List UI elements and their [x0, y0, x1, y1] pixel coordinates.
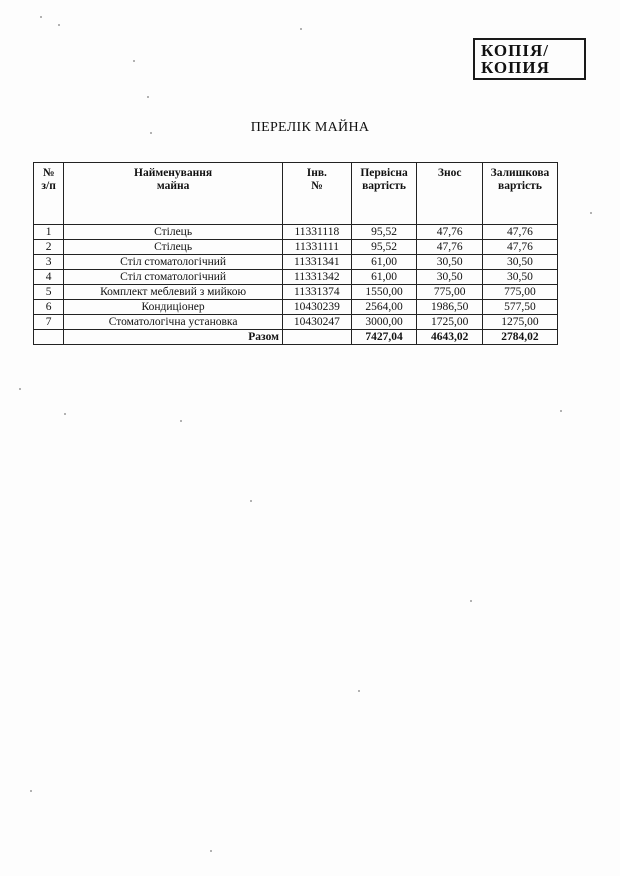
- row-depreciation: 30,50: [417, 255, 483, 270]
- row-cost: 95,52: [351, 240, 417, 255]
- scan-speck: [19, 388, 21, 390]
- row-depreciation: 1986,50: [417, 300, 483, 315]
- total-empty-cell: [282, 330, 351, 345]
- total-cost: 7427,04: [351, 330, 417, 345]
- row-cost: 2564,00: [351, 300, 417, 315]
- header-num: № з/п: [34, 163, 64, 225]
- scan-speck: [30, 790, 32, 792]
- row-cost: 61,00: [351, 270, 417, 285]
- header-cost: Первісна вартість: [351, 163, 417, 225]
- row-name: Кондиціонер: [64, 300, 283, 315]
- row-name: Стілець: [64, 240, 283, 255]
- row-inv: 10430239: [282, 300, 351, 315]
- copy-stamp: [473, 38, 586, 80]
- row-inv: 11331118: [282, 225, 351, 240]
- row-cost: 3000,00: [351, 315, 417, 330]
- row-name: Комплект меблевий з мийкою: [64, 285, 283, 300]
- row-num: 3: [34, 255, 64, 270]
- row-residual: 30,50: [482, 255, 557, 270]
- table-row: [34, 300, 558, 315]
- row-inv: 11331374: [282, 285, 351, 300]
- row-num: 2: [34, 240, 64, 255]
- row-depreciation: 47,76: [417, 240, 483, 255]
- table-row: [34, 255, 558, 270]
- row-name: Стіл стоматологічний: [64, 255, 283, 270]
- table-row: [34, 225, 558, 240]
- row-residual: 775,00: [482, 285, 557, 300]
- table-row: [34, 240, 558, 255]
- row-residual: 47,76: [482, 225, 557, 240]
- row-inv: 11331111: [282, 240, 351, 255]
- scan-speck: [470, 600, 472, 602]
- row-residual: 47,76: [482, 240, 557, 255]
- total-depreciation: 4643,02: [417, 330, 483, 345]
- scan-speck: [147, 96, 149, 98]
- row-depreciation: 775,00: [417, 285, 483, 300]
- header-residual: Залишкова вартість: [482, 163, 557, 225]
- scan-speck: [133, 60, 135, 62]
- row-num: 4: [34, 270, 64, 285]
- table-row: [34, 270, 558, 285]
- document-title: ПЕРЕЛІК МАЙНА: [250, 120, 370, 135]
- row-residual: 577,50: [482, 300, 557, 315]
- row-depreciation: 47,76: [417, 225, 483, 240]
- scan-speck: [40, 16, 42, 18]
- row-cost: 95,52: [351, 225, 417, 240]
- row-num: 7: [34, 315, 64, 330]
- row-cost: 1550,00: [351, 285, 417, 300]
- row-depreciation: 1725,00: [417, 315, 483, 330]
- scan-speck: [210, 850, 212, 852]
- row-name: Стілець: [64, 225, 283, 240]
- scan-speck: [590, 212, 592, 214]
- row-inv: 11331342: [282, 270, 351, 285]
- row-depreciation: 30,50: [417, 270, 483, 285]
- scan-speck: [560, 410, 562, 412]
- total-label: Разом: [64, 330, 283, 345]
- header-depreciation: Знос: [417, 163, 483, 225]
- row-num: 6: [34, 300, 64, 315]
- row-residual: 1275,00: [482, 315, 557, 330]
- table-header-row: [34, 163, 558, 225]
- stamp-line-1: КОПІЯ/: [481, 41, 549, 60]
- total-residual: 2784,02: [482, 330, 557, 345]
- property-table: [33, 162, 558, 345]
- row-num: 1: [34, 225, 64, 240]
- row-cost: 61,00: [351, 255, 417, 270]
- scan-speck: [250, 500, 252, 502]
- row-inv: 11331341: [282, 255, 351, 270]
- table-row: [34, 285, 558, 300]
- total-empty-cell: [34, 330, 64, 345]
- table-total-row: [34, 330, 558, 345]
- scan-speck: [64, 413, 66, 415]
- table-row: [34, 315, 558, 330]
- header-name: Найменування майна: [64, 163, 283, 225]
- row-inv: 10430247: [282, 315, 351, 330]
- scan-speck: [180, 420, 182, 422]
- row-num: 5: [34, 285, 64, 300]
- scan-speck: [358, 690, 360, 692]
- row-residual: 30,50: [482, 270, 557, 285]
- header-inv: Інв. №: [282, 163, 351, 225]
- row-name: Стоматологічна установка: [64, 315, 283, 330]
- scan-speck: [58, 24, 60, 26]
- scan-speck: [300, 28, 302, 30]
- row-name: Стіл стоматологічний: [64, 270, 283, 285]
- stamp-line-2: КОПИЯ: [481, 58, 550, 77]
